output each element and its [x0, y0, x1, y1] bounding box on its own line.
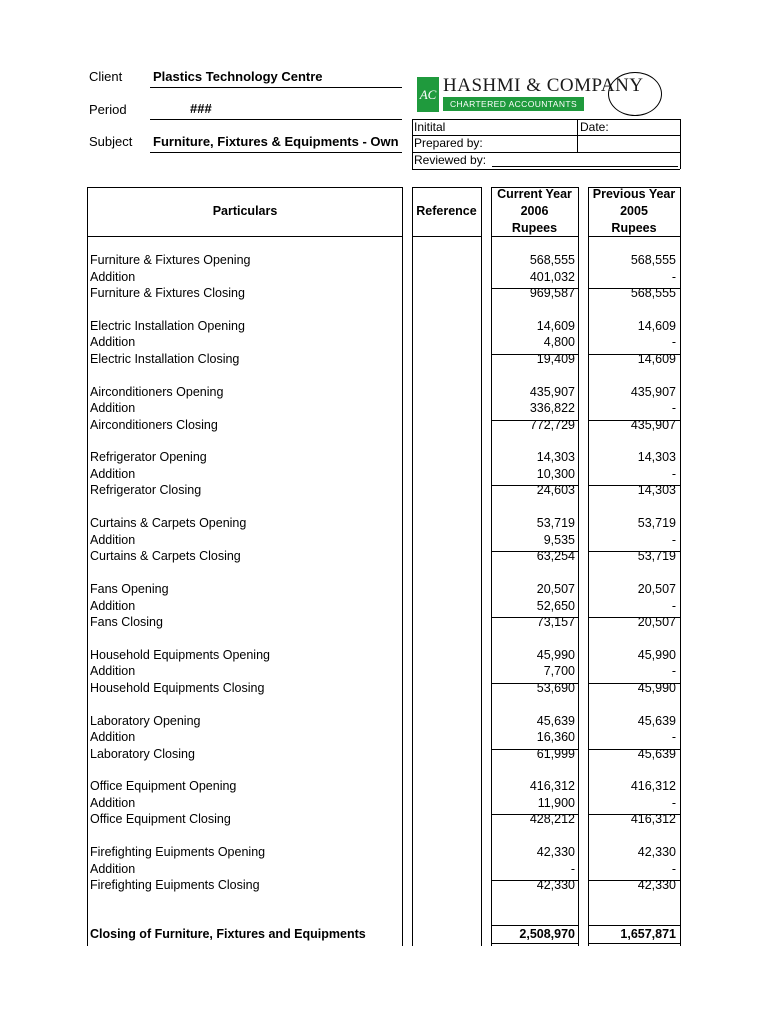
row-label: Addition — [90, 270, 136, 284]
row-label: Curtains & Carpets Opening — [90, 516, 247, 530]
row-current-value: 336,822 — [529, 401, 575, 415]
subject-underline — [150, 152, 402, 153]
row-current-value: 428,212 — [529, 812, 575, 826]
row-previous-value: - — [671, 533, 676, 547]
subtotal-rule — [491, 814, 578, 815]
row-label: Curtains & Carpets Closing — [90, 549, 241, 563]
row-current-value: 16,360 — [536, 730, 575, 744]
row-previous-value: 45,639 — [637, 747, 676, 761]
subtotal-rule — [588, 420, 680, 421]
row-current-value: 73,157 — [536, 615, 575, 629]
row-label: Firefighting Euipments Opening — [90, 845, 266, 859]
logo-mark-icon — [417, 77, 439, 112]
subtotal-rule — [491, 551, 578, 552]
row-label: Addition — [90, 796, 136, 810]
row-current-value: 45,990 — [536, 648, 575, 662]
subtotal-rule — [588, 749, 680, 750]
row-current-value: 14,303 — [536, 450, 575, 464]
row-previous-value: 45,639 — [637, 714, 676, 728]
row-previous-value: 416,312 — [630, 812, 676, 826]
client-underline — [150, 87, 402, 88]
initial-label: Initital — [414, 120, 446, 134]
firm-logo — [417, 75, 644, 112]
firm-name: HASHMI & COMPANY — [443, 75, 644, 96]
row-previous-value: 14,303 — [637, 450, 676, 464]
row-previous-value: 20,507 — [637, 582, 676, 596]
subtotal-rule — [491, 485, 578, 486]
row-current-value: 11,900 — [537, 796, 575, 810]
row-current-value: 4,800 — [543, 335, 575, 349]
subtotal-rule — [588, 683, 680, 684]
row-label: Office Equipment Closing — [90, 812, 231, 826]
subtotal-rule — [491, 880, 578, 881]
row-previous-value: 568,555 — [630, 286, 676, 300]
row-previous-value: 14,609 — [637, 319, 676, 333]
row-current-value: 7,700 — [543, 664, 575, 678]
total-current: 2,508,970 — [519, 927, 575, 941]
prepared-by-label: Prepared by: — [414, 136, 483, 150]
subtotal-rule — [588, 551, 680, 552]
row-previous-value: 45,990 — [637, 681, 676, 695]
row-previous-value: - — [671, 335, 676, 349]
subtotal-rule — [588, 288, 680, 289]
reviewed-by-label: Reviewed by: — [414, 153, 487, 167]
row-label: Electric Installation Opening — [90, 319, 245, 333]
row-previous-value: - — [671, 599, 676, 613]
row-current-value: 53,690 — [536, 681, 575, 695]
row-label: Household Equipments Closing — [90, 681, 265, 695]
subtotal-rule — [491, 617, 578, 618]
row-previous-value: 14,609 — [637, 352, 676, 366]
row-previous-value: - — [671, 730, 676, 744]
row-current-value: 568,555 — [529, 253, 575, 267]
row-label: Addition — [90, 862, 136, 876]
row-current-value: 10,300 — [536, 467, 575, 481]
client-value: Plastics Technology Centre — [153, 69, 323, 84]
row-label: Fans Opening — [90, 582, 169, 596]
subtotal-rule — [491, 354, 578, 355]
signoff-box — [412, 119, 680, 170]
row-previous-value: 42,330 — [637, 845, 676, 859]
row-current-value: 19,409 — [536, 352, 575, 366]
logo-mark-text: AC — [419, 87, 437, 102]
row-previous-value: 14,303 — [637, 483, 676, 497]
row-previous-value: 45,990 — [637, 648, 676, 662]
firm-subtitle: CHARTERED ACCOUNTANTS — [443, 97, 584, 111]
row-label: Addition — [90, 467, 136, 481]
subtotal-rule — [588, 354, 680, 355]
row-previous-value: 416,312 — [630, 779, 676, 793]
row-previous-value: 435,907 — [630, 418, 676, 432]
col-current — [491, 186, 578, 237]
row-label: Addition — [90, 664, 136, 678]
subtotal-rule — [588, 880, 680, 881]
client-label: Client — [89, 69, 123, 84]
row-previous-value: 20,507 — [637, 615, 676, 629]
row-label: Addition — [90, 335, 136, 349]
row-previous-value: 568,555 — [630, 253, 676, 267]
row-label: Addition — [90, 730, 136, 744]
subtotal-rule — [588, 617, 680, 618]
row-label: Office Equipment Opening — [90, 779, 237, 793]
row-current-value: 63,254 — [536, 549, 575, 563]
row-label: Refrigerator Closing — [90, 483, 202, 497]
row-previous-value: - — [671, 862, 676, 876]
row-label: Firefighting Euipments Closing — [90, 878, 260, 892]
period-value: ### — [190, 101, 212, 116]
row-current-value: 969,587 — [529, 286, 575, 300]
col-previous-line1: Previous Year — [592, 187, 676, 201]
subtotal-rule — [491, 683, 578, 684]
col-reference: Reference — [416, 204, 477, 218]
subtotal-rule — [588, 485, 680, 486]
row-label: Laboratory Opening — [90, 714, 201, 728]
subject-label: Subject — [89, 134, 133, 149]
row-label: Fans Closing — [90, 615, 163, 629]
row-current-value: 20,507 — [536, 582, 575, 596]
period-label: Period — [89, 102, 127, 117]
date-label: Date: — [580, 120, 609, 134]
row-previous-value: 53,719 — [637, 516, 676, 530]
row-label: Addition — [90, 533, 136, 547]
period-underline — [150, 119, 402, 120]
row-previous-value: - — [671, 796, 676, 810]
row-label: Household Equipments Opening — [90, 648, 270, 662]
row-previous-value: - — [671, 401, 676, 415]
row-current-value: 435,907 — [529, 385, 575, 399]
row-current-value: 45,639 — [536, 714, 575, 728]
col-current-line3: Rupees — [511, 221, 558, 235]
col-previous-line2: 2005 — [620, 204, 648, 218]
row-current-value: 401,032 — [529, 270, 575, 284]
col-previous-line3: Rupees — [611, 221, 657, 235]
stamp-oval — [608, 72, 662, 116]
row-previous-value: - — [671, 467, 676, 481]
row-current-value: 772,729 — [529, 418, 575, 432]
col-previous — [588, 186, 680, 237]
row-current-value: 42,330 — [536, 878, 575, 892]
row-label: Airconditioners Closing — [90, 418, 218, 432]
row-previous-value: 53,719 — [637, 549, 676, 563]
subtotal-rule — [491, 749, 578, 750]
row-previous-value: 435,907 — [630, 385, 676, 399]
row-current-value: 9,535 — [543, 533, 575, 547]
col-particulars: Particulars — [212, 204, 278, 218]
row-label: Laboratory Closing — [90, 747, 195, 761]
col-current-line2: 2006 — [520, 204, 549, 218]
subtotal-rule — [491, 288, 578, 289]
row-current-value: 53,719 — [536, 516, 575, 530]
total-label: Closing of Furniture, Fixtures and Equipments — [90, 927, 366, 941]
total-previous: 1,657,871 — [620, 927, 676, 941]
row-current-value: 24,603 — [536, 483, 575, 497]
subtotal-rule — [491, 420, 578, 421]
row-label: Airconditioners Opening — [90, 385, 224, 399]
row-current-value: 42,330 — [536, 845, 575, 859]
row-current-value: 52,650 — [536, 599, 575, 613]
row-current-value: 61,999 — [536, 747, 575, 761]
row-label: Furniture & Fixtures Closing — [90, 286, 245, 300]
subject-value: Furniture, Fixtures & Equipments - Own — [153, 134, 399, 149]
col-current-line1: Current Year — [497, 187, 572, 201]
row-label: Electric Installation Closing — [90, 352, 240, 366]
row-previous-value: 42,330 — [637, 878, 676, 892]
row-label: Furniture & Fixtures Opening — [90, 253, 251, 267]
row-previous-value: - — [671, 270, 676, 284]
row-previous-value: - — [671, 664, 676, 678]
row-label: Addition — [90, 599, 136, 613]
row-current-value: 416,312 — [529, 779, 575, 793]
row-current-value: 14,609 — [536, 319, 575, 333]
row-label: Refrigerator Opening — [90, 450, 207, 464]
row-current-value: - — [570, 862, 575, 876]
subtotal-rule — [588, 814, 680, 815]
row-label: Addition — [90, 401, 136, 415]
